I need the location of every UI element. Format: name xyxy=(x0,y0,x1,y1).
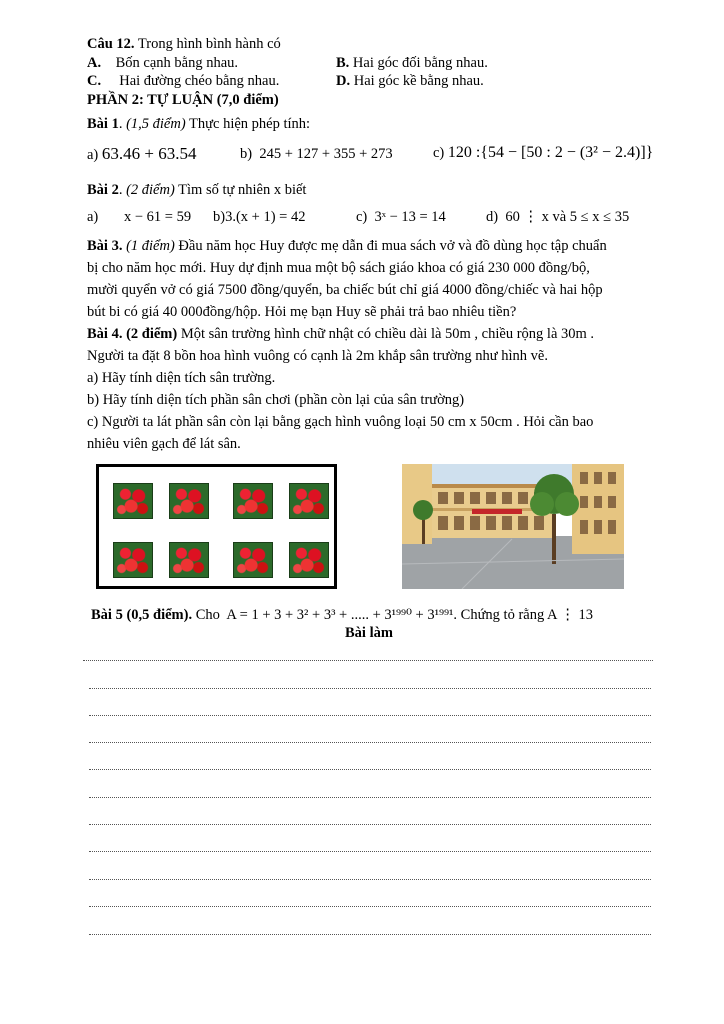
bai3-text: Bài 3. (1 điểm) Đầu năm học Huy được mẹ dẫn đi mua sách vở và đồ dùng học tập chuẩn bị cho năm học mới. Huy dự định mua một bộ sách giáo khoa có giá 230 000 đồng/bộ, mười quyển vở có giá 7500 đồng/quyển, ba chiếc bút chỉ giá 4000 đồng/chiếc và hai hộp bút bi có giá 40 000đồng/hộp. Hỏi mẹ bạn Huy sẽ phải trả bao nhiêu tiền? xyxy=(87,238,607,320)
bai2-c: c) 3ˣ − 13 = 14 xyxy=(356,209,446,225)
question-stem: Trong hình bình hành có xyxy=(137,36,281,52)
option-d: D. Hai góc kề bằng nhau. xyxy=(336,73,484,89)
flower-bed xyxy=(233,542,273,578)
bai2-heading: Bài 2. (2 điểm) Tìm số tự nhiên x biết xyxy=(87,182,307,198)
bai2-a: a) xyxy=(87,209,99,225)
answer-title: Bài làm xyxy=(345,625,393,641)
answer-line[interactable] xyxy=(89,851,651,852)
flower-bed xyxy=(289,483,329,519)
bai1-b: b) 245 + 127 + 355 + 273 xyxy=(240,146,393,162)
answer-line[interactable] xyxy=(89,688,651,689)
part2-title: PHẦN 2: TỰ LUẬN (7,0 điểm) xyxy=(87,92,279,108)
bai5: Bài 5 (0,5 điểm). Cho A = 1 + 3 + 3² + 3³ + ..... + 3¹⁹⁹⁰ + 3¹⁹⁹¹. Chứng tỏ rằng A ⋮ 13 xyxy=(91,607,593,623)
answer-line[interactable] xyxy=(89,906,651,907)
option-c: C. Hai đường chéo bằng nhau. xyxy=(87,73,280,89)
answer-line[interactable] xyxy=(83,660,653,661)
answer-line[interactable] xyxy=(89,715,651,716)
option-b: B. Hai góc đối bằng nhau. xyxy=(336,55,488,71)
flower-bed xyxy=(233,483,273,519)
flower-bed xyxy=(113,483,153,519)
bai1-c: c) 120 :{54 − [50 : 2 − (3² − 2.4)]} xyxy=(433,144,654,161)
option-a: A. Bốn cạnh bằng nhau. xyxy=(87,55,239,71)
schoolyard-diagram xyxy=(96,464,337,589)
school-building-image xyxy=(402,464,624,589)
answer-line[interactable] xyxy=(89,824,651,825)
bai2-d: d) 60 ⋮ x và 5 ≤ x ≤ 35 xyxy=(486,209,630,225)
flower-bed xyxy=(169,542,209,578)
bai2-b: b)3.(x + 1) = 42 xyxy=(213,209,306,225)
bai1-a: a) 63.46 + 63.54 xyxy=(87,144,197,163)
answer-line[interactable] xyxy=(89,797,651,798)
answer-line[interactable] xyxy=(89,742,651,743)
answer-line[interactable] xyxy=(89,879,651,880)
answer-line[interactable] xyxy=(89,769,651,770)
bai1-heading: Bài 1. (1,5 điểm) Thực hiện phép tính: xyxy=(87,116,311,132)
question-12 xyxy=(87,36,281,53)
bai4-text: Bài 4. (2 điểm) Một sân trường hình chữ nhật có chiều dài là 50m , chiều rộng là 30m . Người ta đặt 8 bồn hoa hình vuông có cạnh là 2m khắp sân trường như hình vẽ. a) Hãy tính diện tích sân trường. b) Hãy tính diện tích phần sân chơi (phần còn lại của sân trường) c) Người ta lát phần sân còn lại bằng gạch hình vuông loại 50 cm x 50cm . Hỏi cần bao nhiêu viên gạch để lát sân. xyxy=(87,326,595,452)
flower-bed xyxy=(289,542,329,578)
question-title: Câu 12. xyxy=(87,36,135,52)
bai2-a-expr: x − 61 = 59 xyxy=(124,209,192,225)
answer-line[interactable] xyxy=(89,934,651,935)
flower-bed xyxy=(113,542,153,578)
flower-bed xyxy=(169,483,209,519)
schoolyard-photo xyxy=(402,464,624,589)
